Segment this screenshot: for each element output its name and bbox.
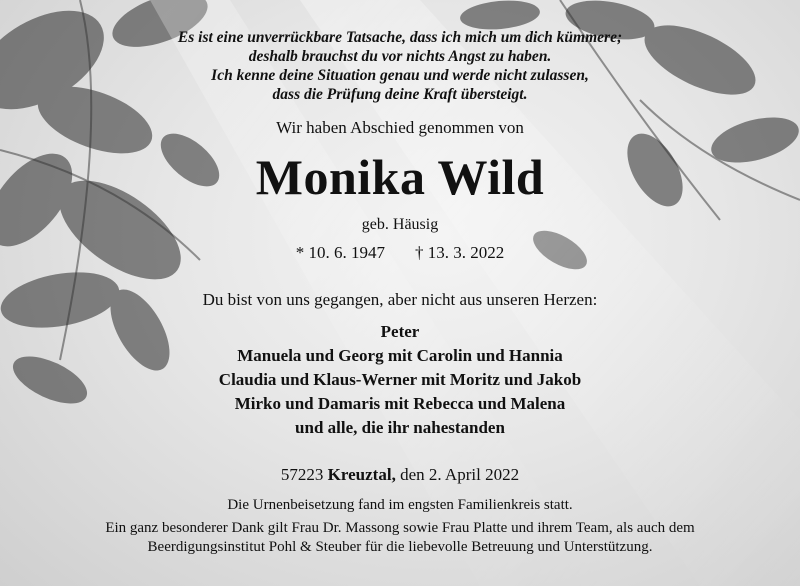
poem-line: Es ist eine unverrückbare Tatsache, dass ich mich um dich kümmere;: [177, 29, 623, 46]
farewell-text: Du bist von uns gegangen, aber nicht aus unseren Herzen:: [202, 290, 598, 309]
mourner-line: und alle, die ihr nahestanden: [295, 418, 505, 437]
mourner-line: Mirko und Damaris mit Rebecca und Malena: [234, 394, 566, 413]
maiden-name: geb. Häusig: [361, 216, 439, 233]
deceased-name: Monika Wild: [255, 149, 545, 205]
place-and-date: [0, 465, 800, 485]
poem-line: Ich kenne deine Situation genau und werde nicht zulassen,: [211, 67, 589, 84]
notice-date: den 2. April 2022: [400, 465, 520, 484]
intro-text: Wir haben Abschied genommen von: [276, 118, 524, 137]
thanks-line: Beerdigungsinstitut Pohl & Steuber für die liebevolle Betreuung und Unterstützung.: [147, 539, 653, 555]
life-dates: [0, 243, 800, 263]
poem-line: dass die Prüfung deine Kraft übersteigt.: [272, 86, 528, 103]
birth-date: * 10. 6. 1947: [295, 243, 385, 262]
thanks-line: Ein ganz besonderer Dank gilt Frau Dr. Massong sowie Frau Platte und ihrem Team, als auch dem: [105, 520, 695, 536]
mourner-line: Claudia und Klaus-Werner mit Moritz und Jakob: [218, 370, 582, 389]
death-date: † 13. 3. 2022: [415, 243, 505, 262]
town-name: Kreuztal,: [327, 465, 396, 484]
postal-code: 57223: [280, 465, 324, 484]
poem-line: deshalb brauchst du vor nichts Angst zu haben.: [248, 48, 552, 65]
burial-note: Die Urnenbeisetzung fand im engsten Familienkreis statt.: [227, 497, 573, 513]
mourner-line: Manuela und Georg mit Carolin und Hannia: [237, 346, 563, 365]
mourner-line: Peter: [380, 322, 420, 341]
